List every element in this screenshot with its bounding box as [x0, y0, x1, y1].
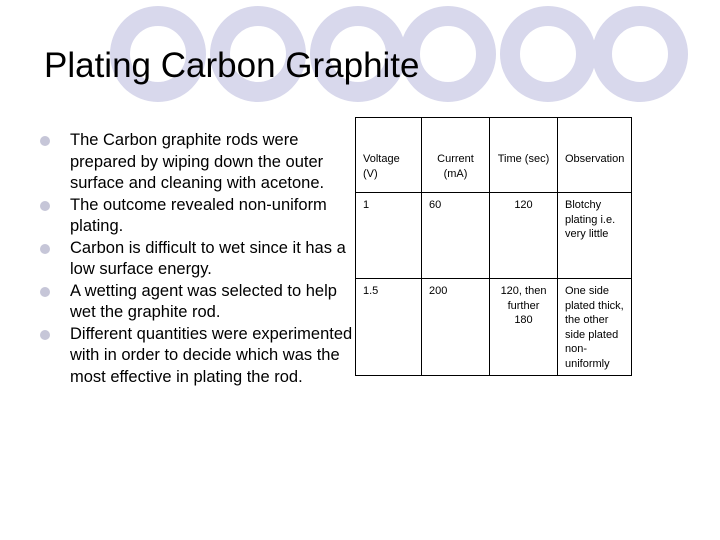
bullet-icon	[40, 287, 50, 297]
bullet-item	[40, 281, 355, 324]
bullet-text: Carbon is difficult to wet since it has a low surface energy.	[70, 238, 346, 278]
bullet-text: A wetting agent was selected to help wet the graphite rod.	[70, 281, 337, 321]
cell-current: 60	[422, 193, 490, 279]
header-time: Time (sec)	[490, 118, 558, 193]
table-header-row	[356, 118, 632, 193]
bullet-list	[40, 130, 355, 388]
bullet-item	[40, 238, 355, 281]
cell-time: 120	[490, 193, 558, 279]
header-voltage: Voltage (V)	[356, 118, 422, 193]
bullet-text: The Carbon graphite rods were prepared by wiping down the outer surface and cleaning with acetone.	[70, 131, 325, 192]
cell-observation: One side plated thick, the other side plated non-uniformly	[558, 279, 632, 376]
bullet-icon	[40, 244, 50, 254]
results-table	[355, 117, 632, 376]
table-row	[356, 193, 632, 279]
cell-time: 120, then further 180	[490, 279, 558, 376]
bullet-icon	[40, 201, 50, 211]
bullet-text: Different quantities were experimented with in order to decide which was the most effective in plating the rod.	[70, 324, 353, 386]
cell-observation: Blotchy plating i.e. very little	[558, 193, 632, 279]
cell-voltage: 1.5	[356, 279, 422, 376]
table-row	[356, 279, 632, 376]
header-observation: Observation	[558, 118, 632, 193]
cell-current: 200	[422, 279, 490, 376]
bullet-item	[40, 130, 355, 195]
bullet-item	[40, 195, 355, 238]
bullet-item	[40, 324, 355, 389]
bullet-icon	[40, 136, 50, 146]
header-current: Current (mA)	[422, 118, 490, 193]
slide-title: Plating Carbon Graphite	[44, 46, 420, 85]
cell-voltage: 1	[356, 193, 422, 279]
bullet-icon	[40, 330, 50, 340]
bullet-text: The outcome revealed non-uniform plating.	[70, 195, 327, 235]
